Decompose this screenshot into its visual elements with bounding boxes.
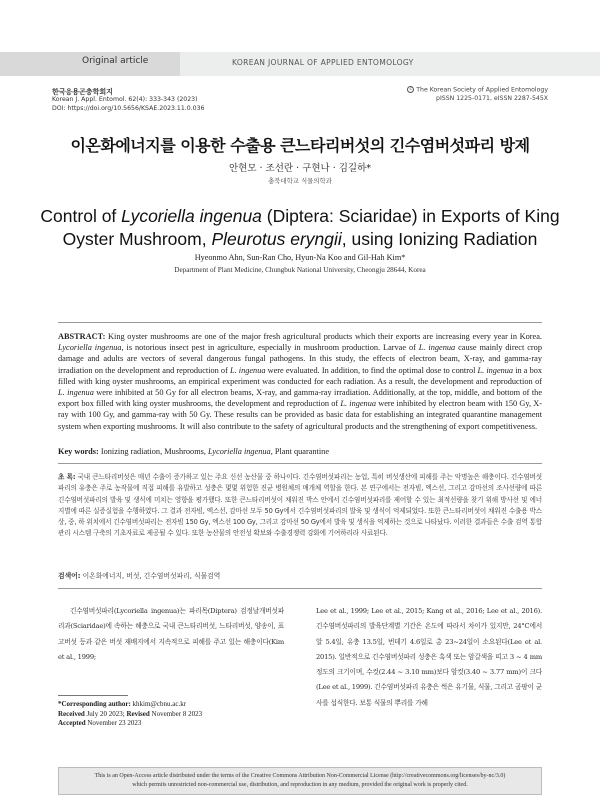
title-text: , using Ionizing Radiation [341, 229, 538, 249]
abstract-text: King oyster mushrooms are one of the major fresh agricultural products which their exports are increasing every year in Korea. [105, 332, 542, 341]
title-species-name: Pleurotus eryngii [211, 229, 342, 249]
received-date: July 20 2023; [84, 709, 127, 718]
issn: pISSN 1225-0171, eISSN 2287-545X [436, 95, 548, 103]
body-top-rule [58, 588, 542, 589]
body-text: 긴수염버섯파리(Lycoriella ingenua)는 파리목(Diptera) 검정날개버섯파리과(Sciaridae)에 속하는 해충으로 국내 큰느타리버섯, 느타리버섯, 양송이, 표고버섯 등과 같은 버섯 재배지에서 지속적으로 피해를 주고 있는 해충이다(Kim et al., 1999; [58, 607, 284, 661]
footnote [58, 700, 284, 729]
species-name: L. ingenua [229, 365, 266, 375]
title-text: (Diptera: Sciaridae) in Exports of King Oyster Mushroom, [62, 206, 560, 249]
society-name: The Korean Society of Applied Entomology [416, 86, 548, 94]
received-dates [58, 710, 284, 720]
species-name: L. ingenua [340, 399, 376, 409]
title-korean: 이온화에너지를 이용한 수출용 큰느타리버섯의 긴수염버섯파리 방제 [70, 136, 530, 155]
accepted-date: November 23 2023 [85, 719, 142, 728]
abstract-text: were inhibited by electron beam with 150 Gy, X-ray with 100 Gy, and gamma-ray with 50 Gy. These results can be provided as basic data for establishing an integrated quarantine management system when exporting mushrooms. It will also contribute to the safety of agricultural products and the strengthening of export competitiveness. [58, 399, 542, 431]
corresponding-author [58, 700, 284, 710]
abstract-divider-rule [58, 463, 542, 464]
abstract-text: were evaluated. In addition, to find the optimal dose to control [265, 365, 478, 375]
abstract-text: in a box filled with king oyster mushrooms, an empirical experiment was conducted for each radiation. As a result, the development and reproduction of [58, 365, 543, 386]
keywords-korean [58, 570, 542, 580]
abstract-label: ABSTRACT: [58, 332, 106, 341]
title-species-name: Lycoriella ingenua [121, 206, 262, 226]
abstract-text: were inhibited at 50 Gy for all electron beams, X-ray, and gamma-ray irradiation. Additionally, at the top, middle, and bottom of the export box filled with king oyster mushrooms, the development and reproduction of [58, 388, 543, 409]
body-text: Lee et al., 1999; Lee et al., 2015; Kang et al., 2016; Lee et al., 2016). 긴수염버섯파리의 발육단계별 기간은 온도에 따라서 차이가 있지만, 24°C에서 알 5.4일, 유충 13.5일, 번데기 4.6일로 총 23~24일이 소요된다(Lee et al. 2015). 일반적으로 긴수염버섯파리 성충은 흑색 또는 암갈색을 띠고 3 ~ 4 mm 정도의 크기이며, 수컷(2.44 ~ 3.10 mm)보다 암컷(3.40 ~ 3.77 mm)이 크다(Lee et al., 1999). 긴수염버섯파리 유충은 썩은 유기물, 식물, 그리고 곰팡이 균사를 섭식한다. 보통 식물의 뿌리를 가해 [316, 607, 542, 707]
page-top-margin [0, 0, 600, 26]
authors-english: Hyeonmo Ahn, Sun-Ran Cho, Hyun-Na Koo and Gil-Hah Kim* [194, 253, 406, 262]
received-label: Received [58, 709, 85, 718]
doi-link[interactable]: DOI: https://doi.org/10.5656/KSAE.2023.11.0.036 [52, 104, 205, 112]
abstract-text: cause mainly direct crop damage and adults are vectors of several dangerous fungal pathogens. In this study, the effects of electron beam, X-ray, and gamma-ray irradiation on the development and reproduction of [58, 343, 542, 375]
title-text: Control of [40, 206, 122, 226]
body-column-right [316, 604, 542, 711]
abstract-korean [58, 472, 542, 540]
license-box [58, 767, 542, 795]
affiliation-korean: 충북대학교 식물의학과 [268, 177, 332, 185]
title-english [40, 205, 560, 251]
copyright-line [407, 86, 548, 95]
keywords-kr-text: 이온화에너지, 버섯, 긴수염버섯파리, 식물검역 [80, 572, 221, 580]
copyright-icon: c [407, 86, 414, 93]
corresponding-email[interactable]: khkim@cbnu.ac.kr [130, 700, 187, 708]
journal-banner-title: KOREAN JOURNAL OF APPLIED ENTOMOLOGY [232, 58, 414, 67]
keywords-label: Key words: [58, 447, 99, 456]
species-name: Lycoriella ingenua [208, 447, 271, 456]
accepted-label: Accepted [58, 719, 86, 728]
accepted-date-line [58, 719, 284, 729]
affiliation-english: Department of Plant Medicine, Chungbuk National University, Cheongju 28644, Korea [174, 266, 426, 274]
abstract-kr-label: 초 록: [58, 473, 76, 481]
species-name: L. ingenua [477, 365, 514, 375]
license-line-1: This is an Open-Access article distributed under the terms of the Creative Commons Attribution Non-Commercial License (http://creativecommons.org/licenses/by-nc/3.0) [94, 773, 506, 779]
revised-label: Revised [126, 709, 150, 718]
journal-citation: Korean J. Appl. Entomol. 62(4): 333-343 (2023) [52, 96, 198, 104]
journal-name-kr: 한국응용곤충학회지 [52, 88, 113, 96]
abstract-text: , is notorious insect pest in agriculture, especially in mushroom production. Larvae of [121, 343, 419, 353]
keywords-english [58, 447, 542, 456]
species-name: Lycoriella ingenua [58, 343, 122, 353]
license-line-2: which permits unrestricted non-commercial use, distribution, and reproduction in any medium, provided the original work is properly cited. [132, 782, 468, 789]
species-name: L. ingenua [418, 343, 456, 353]
revised-date: November 8 2023 [149, 709, 203, 718]
citation-block [52, 88, 204, 113]
body-column-left [58, 604, 284, 665]
abstract-english [58, 331, 542, 432]
abstract-top-rule [58, 322, 542, 323]
keywords-text: , Plant quarantine [270, 447, 329, 456]
article-type-label: Original article [82, 56, 149, 66]
corresponding-label: *Corresponding author: [58, 700, 131, 708]
copyright-block [407, 86, 548, 104]
authors-korean: 안현모 · 조선란 · 구현나 · 김길하* [228, 163, 372, 174]
footnote-rule [58, 695, 128, 696]
species-name: L. ingenua [58, 388, 94, 398]
keywords-kr-label: 검색어: [58, 572, 81, 580]
abstract-kr-text: 국내 큰느타리버섯은 매년 수출이 증가하고 있는 주요 신선 농산물 중 하나이다. 긴수염버섯파리는 농업, 특히 버섯생산에 피해를 주는 악명높은 해충이다. 긴수염버섯파리의 유충은 주로 농작물에 직접 피해를 유발하고 성충은 몇몇 위험한 진균 병원체의 매개체 역할을 한다. 본 연구에서는 전자빔, 엑스선, 그리고 감마선의 조사선량에 따른 긴수염버섯파리의 발육 및 생식에 미치는 영향을 평가했다. 또한 큰느타리버섯이 채워진 박스 안에서 긴수염버섯파리를 제어할 수 있는 최적선량을 찾기 위해 방사선 및 에너지별에 따른 실증실험을 수행하였다. 그 결과 전자빔, 엑스선, 감마선 모두 50 Gy에서 긴수염버섯파리의 발육 및 생식이 억제되었다. 또한 큰느타리버섯이 채워진 수출용 박스 상, 중, 하 위치에서 긴수염버섯파리는 전자빔 150 Gy, 엑스선 100 Gy, 그리고 감마선 50 Gy에서 발육 및 생식을 억제하는 것으로 나타났다. 이러한 결과들은 수출 검역 통합관리 시스템 구축의 기초자료로 제공될 수 있다. 또한 농산물의 안전성 확보와 수출경쟁력 강화에 기여하리라 사료된다. [58, 473, 543, 538]
keywords-text: Ionizing radiation, Mushrooms, [98, 447, 209, 456]
